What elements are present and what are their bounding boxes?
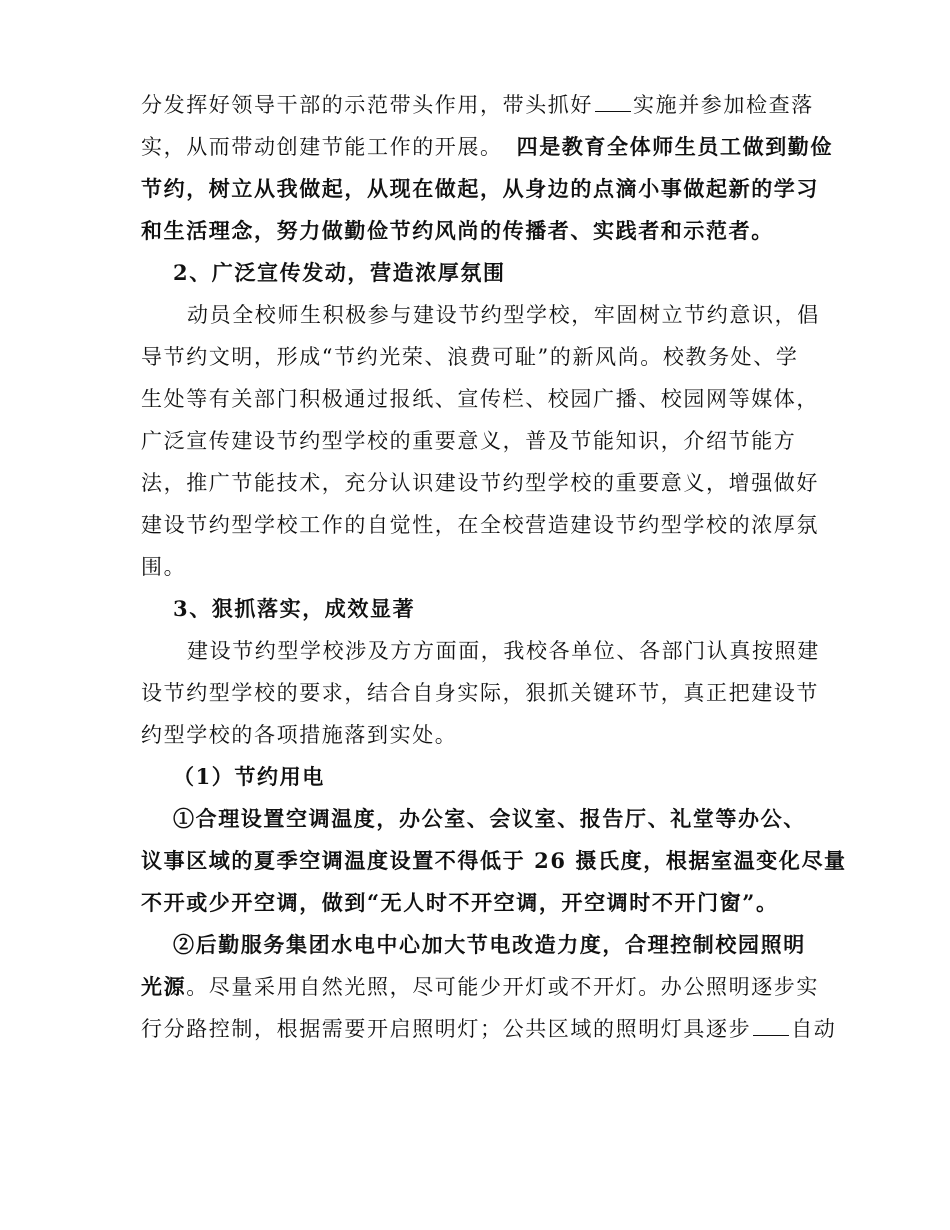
fill-blank — [595, 93, 631, 112]
text-run: 实，从而带动创建节能工作的开展。 — [141, 135, 503, 159]
paragraph-2-line-4: 广泛宣传建设节约型学校的重要意义，普及节能知识，介绍节能方 — [141, 429, 797, 453]
subsection-heading-1: （1）节约用电 — [173, 764, 325, 789]
paragraph-1-line-4: 和生活理念，努力做勤俭节约风尚的传播者、实践者和示范者。 — [141, 218, 774, 243]
paragraph-4-line-3: 不开或少开空调，做到“无人时不开空调，开空调时不开门窗”。 — [141, 890, 779, 915]
paragraph-2-line-3: 生处等有关部门积极通过报纸、宣传栏、校园广播、校园网等媒体， — [141, 387, 819, 411]
paragraph-3-line-2: 设节约型学校的要求，结合自身实际，狠抓关键环节，真正把建设节 — [141, 681, 819, 705]
paragraph-5-line-3 — [141, 1008, 837, 1050]
section-heading-3: 3、狠抓落实，成效显著 — [173, 596, 416, 621]
paragraph-1-line-2 — [141, 126, 834, 168]
fill-blank — [753, 1017, 789, 1036]
text-run: 。尽量采用自然光照，尽可能少开灯或不开灯。办公照明逐步实 — [186, 975, 820, 999]
paragraph-2-line-6: 建设节约型学校工作的自觉性，在全校营造建设节约型学校的浓厚氛 — [141, 513, 819, 537]
paragraph-1-line-1 — [141, 84, 813, 126]
paragraph-2-line-7: 围。 — [141, 555, 187, 579]
paragraph-5-line-2 — [141, 966, 820, 1008]
paragraph-2-line-5: 法，推广节能技术，充分认识建设节约型学校的重要意义，增强做好 — [141, 471, 819, 495]
bold-text-run: 光源 — [141, 974, 187, 999]
paragraph-2-line-1: 动员全校师生积极参与建设节约型学校，牢固树立节约意识，倡 — [187, 303, 820, 327]
text-run: 行分路控制，根据需要开启照明灯；公共区域的照明灯具逐步 — [141, 1017, 752, 1041]
document-page — [141, 84, 847, 1050]
text-run: 实施并参加检查落 — [633, 93, 814, 117]
section-heading-2: 2、广泛宣传发动，营造浓厚氛围 — [173, 260, 506, 285]
paragraph-3-line-3: 约型学校的各项措施落到实处。 — [141, 723, 458, 747]
paragraph-4-line-1: ①合理设置空调温度，办公室、会议室、报告厅、礼堂等办公、 — [173, 806, 806, 831]
paragraph-5-line-1: ②后勤服务集团水电中心加大节电改造力度，合理控制校园照明 — [173, 932, 806, 957]
paragraph-2-line-2: 导节约文明，形成“节约光荣、浪费可耻”的新风尚。校教务处、学 — [141, 345, 799, 369]
paragraph-4-line-2: 议事区域的夏季空调温度设置不得低于 26 摄氏度，根据室温变化尽量 — [141, 848, 847, 873]
paragraph-1-line-3: 节约，树立从我做起，从现在做起，从身边的点滴小事做起新的学习 — [141, 176, 819, 201]
text-run: 分发挥好领导干部的示范带头作用，带头抓好 — [141, 93, 593, 117]
text-run: 自动 — [791, 1017, 837, 1041]
bold-text-run: 四是教育全体师生员工做到勤俭 — [516, 134, 834, 159]
paragraph-3-line-1: 建设节约型学校涉及方方面面，我校各单位、各部门认真按照建 — [187, 639, 820, 663]
